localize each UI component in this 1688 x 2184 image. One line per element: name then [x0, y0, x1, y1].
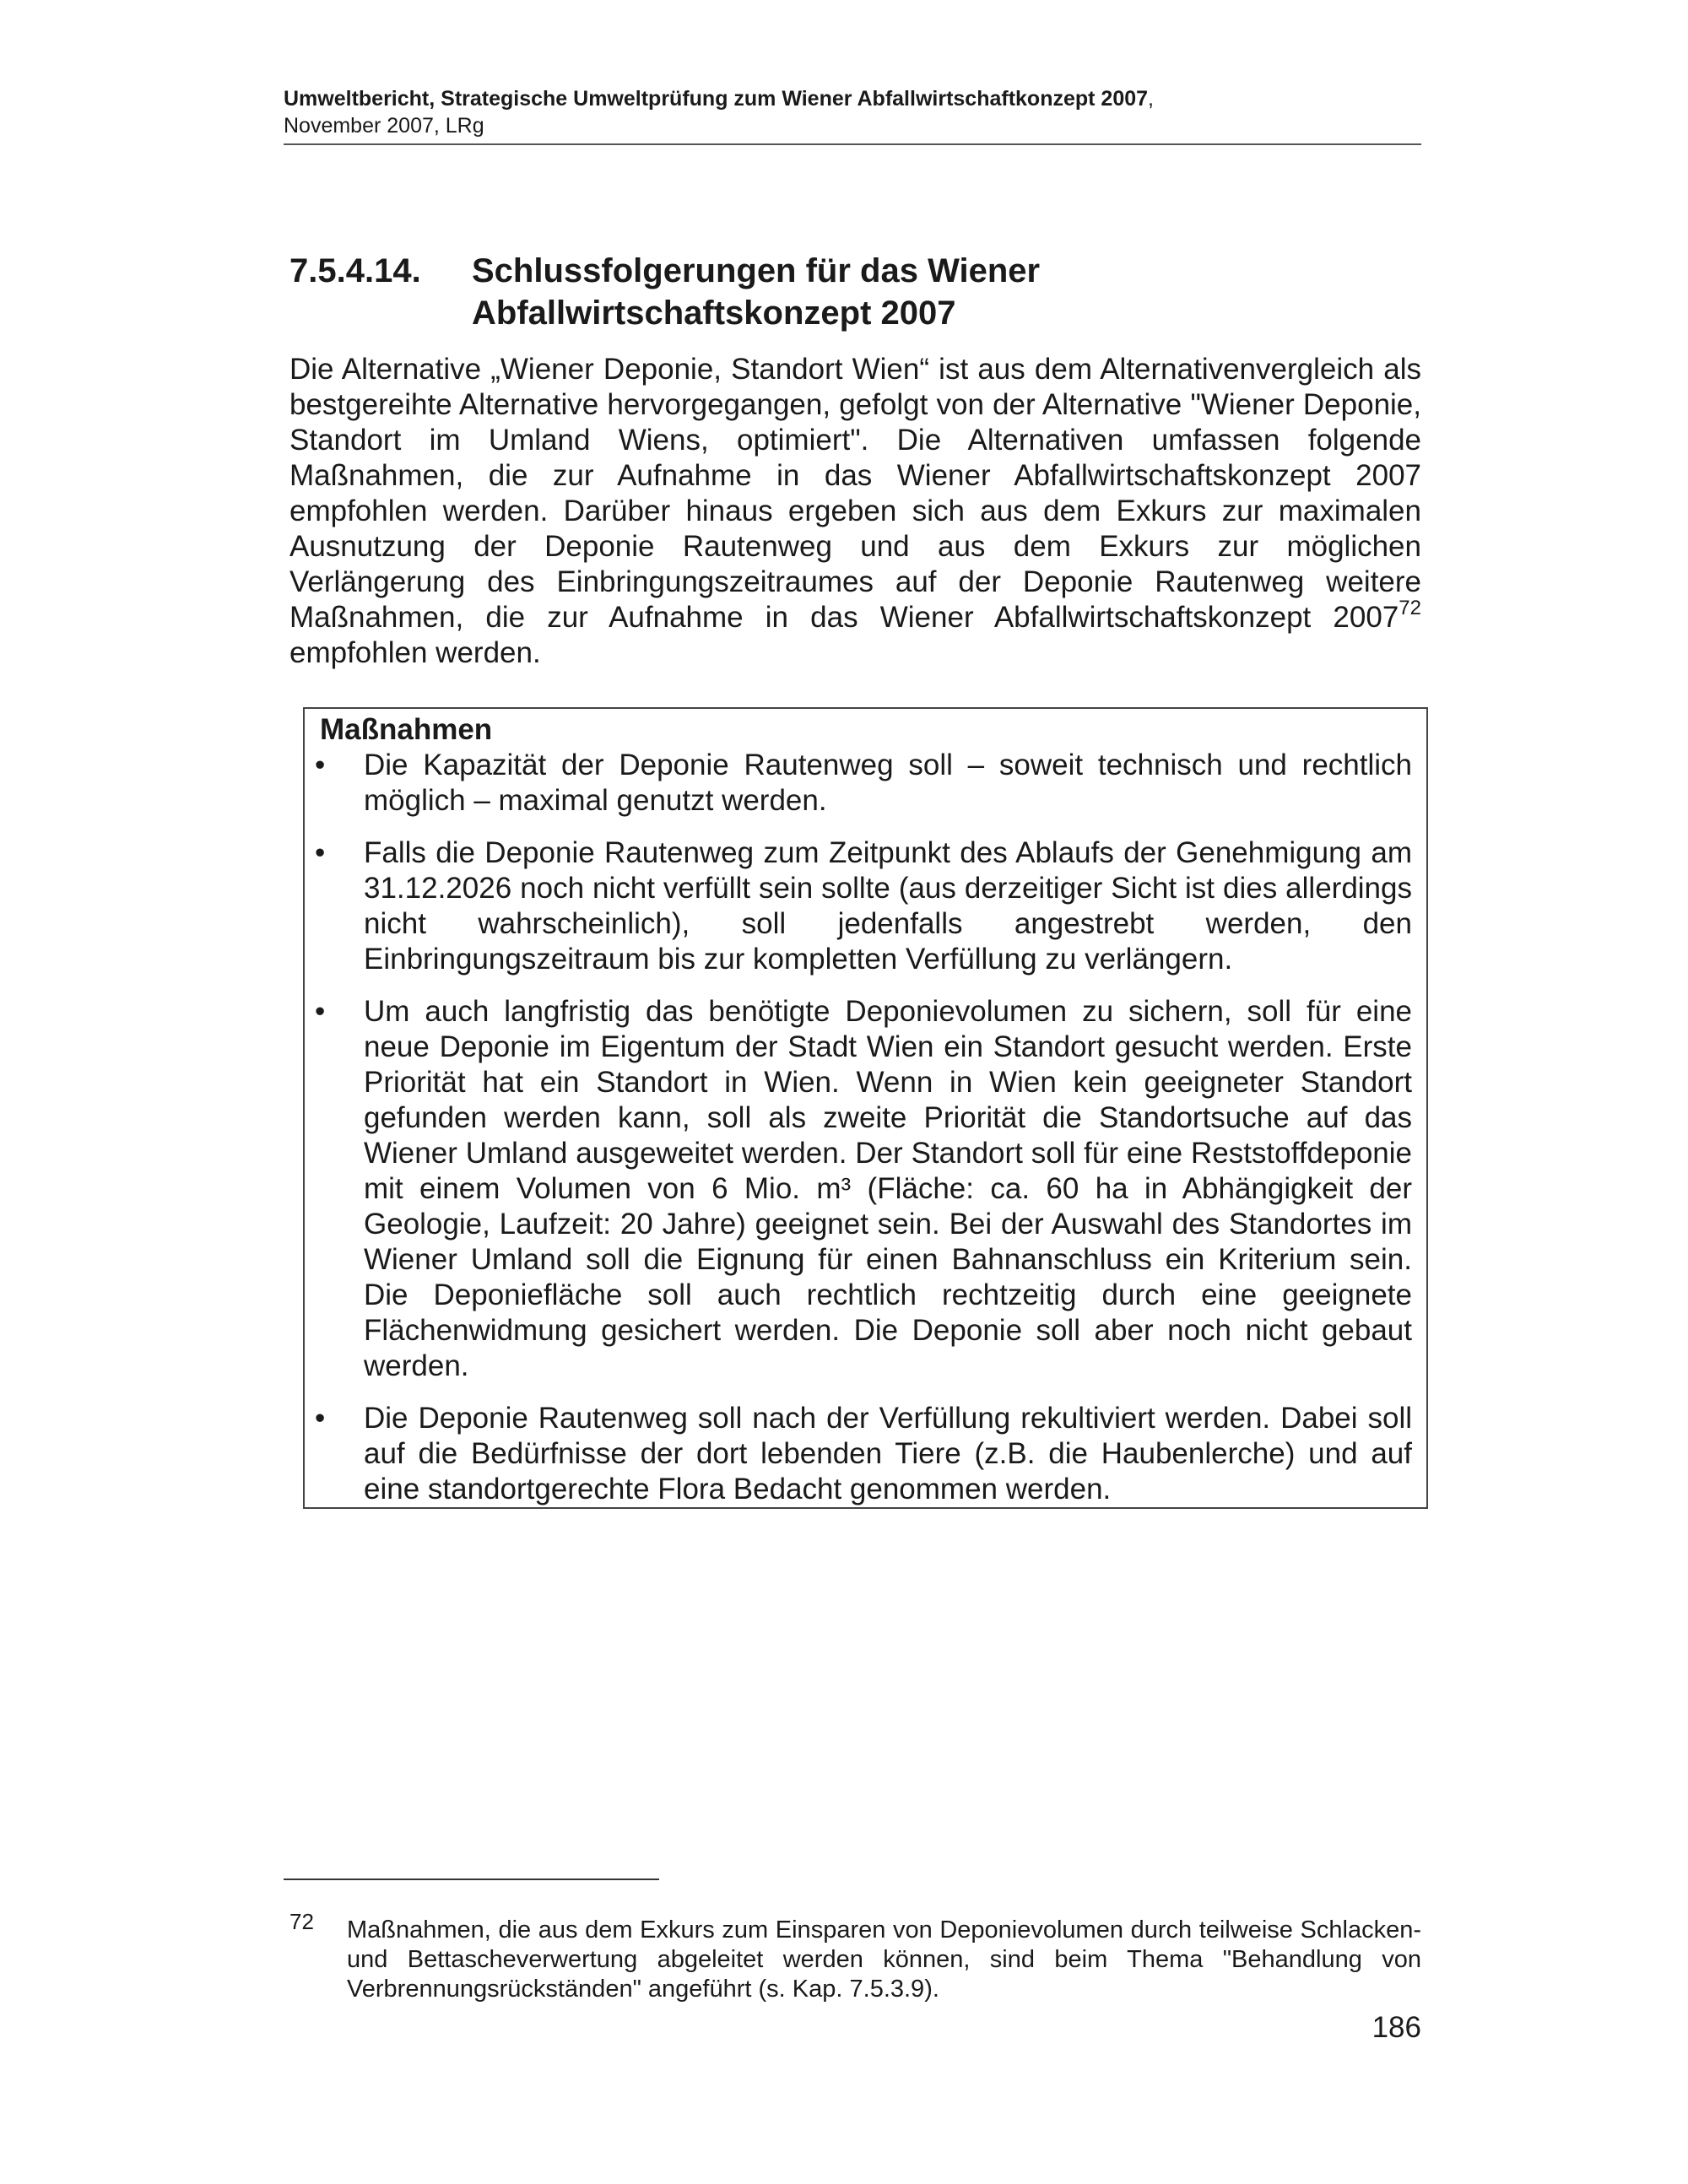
measures-box	[303, 707, 1428, 1509]
list-item	[305, 835, 1426, 977]
list-item-text: Um auch langfristig das benötigte Deponievolumen zu sichern, soll für eine neue Deponie im Eigentum der Stadt Wien ein Standort gesucht werden. Erste Priorität hat ein Standort in Wien. Wenn in Wien kein geeigneter Standort gefunden werden kann, soll als zweite Priorität die Standortsuche auf das Wiener Umland ausgeweitet werden. Der Standort soll für eine Reststoffdeponie mit einem Volumen von 6 Mio. m³ (Fläche: ca. 60 ha in Abhängigkeit der Geologie, Laufzeit: 20 Jahre) geeignet sein. Bei der Auswahl des Standortes im Wiener Umland soll die Eignung für einen Bahnanschluss ein Kriterium sein. Die Deponiefläche soll auch rechtlich rechtzeitig durch eine geeignete Flächenwidmung gesichert werden. Die Deponie soll aber noch nicht gebaut werden.	[364, 995, 1412, 1382]
paragraph-text: Die Alternative „Wiener Deponie, Standort Wien“ ist aus dem Alternativenvergleich als bestgereihte Alternative hervorgegangen, gefolgt von der Alternative "Wiener Deponie, Standort im Umland Wiens, optimiert". Die Alternativen umfassen folgende Maßnahmen, die zur Aufnahme in das Wiener Abfallwirtschaftskonzept 2007 empfohlen werden. Darüber hinaus ergeben sich aus dem Exkurs zur maximalen Ausnutzung der Deponie Rautenweg und aus dem Exkurs zur möglichen Verlängerung des Einbringungszeitraumes auf der Deponie Rautenweg weitere Maßnahmen, die zur Aufnahme in das Wiener Abfallwirtschaftskonzept 2007	[289, 353, 1421, 634]
bullet-icon: •	[315, 1402, 326, 1435]
footnote-divider	[284, 1879, 659, 1880]
list-item	[305, 748, 1426, 819]
list-item-text: Die Deponie Rautenweg soll nach der Verfüllung rekultiviert werden. Dabei soll auf die Bedürfnisse der dort lebenden Tiere (z.B. die Haubenlerche) und auf eine standortgerechte Flora Bedacht genommen werden.	[364, 1402, 1412, 1506]
section-number: 7.5.4.14.	[289, 252, 421, 289]
paragraph-text-end: empfohlen werden.	[289, 636, 541, 669]
page-number: 186	[1372, 2011, 1421, 2044]
section-title: Schlussfolgerungen für das Wiener Abfallwirtschaftskonzept 2007	[472, 252, 1041, 332]
footnote-number: 72	[289, 1909, 314, 1934]
header-title-suffix: ,	[1148, 87, 1154, 111]
list-item-text: Die Kapazität der Deponie Rautenweg soll – soweit technisch und rechtlich möglich – maximal genutzt werden.	[364, 749, 1412, 817]
bullet-icon: •	[315, 749, 326, 781]
body-paragraph	[289, 352, 1421, 671]
list-item	[305, 994, 1426, 1384]
bullet-icon: •	[315, 836, 326, 869]
header-subtitle: November 2007, LRg	[284, 114, 484, 138]
footnote-text: Maßnahmen, die aus dem Exkurs zum Einsparen von Deponievolumen durch teilweise Schlacken- und Bettascheverwertung abgeleitet werden können, sind beim Thema "Behandlung von Verbrennungsrückständen" angeführt (s. Kap. 7.5.3.9).	[347, 1916, 1421, 2003]
measures-list	[305, 748, 1426, 1524]
list-item-text: Falls die Deponie Rautenweg zum Zeitpunkt des Ablaufs der Genehmigung am 31.12.2026 noch nicht verfüllt sein sollte (aus derzeitiger Sicht ist dies allerdings nicht wahrscheinlich), soll jedenfalls angestrebt werden, den Einbringungszeitraum bis zur kompletten Verfüllung zu verlängern.	[364, 836, 1412, 976]
list-item	[305, 1401, 1426, 1507]
page-header	[284, 84, 1421, 138]
header-title: Umweltbericht, Strategische Umweltprüfung zum Wiener Abfallwirtschaftkonzept 2007	[284, 87, 1149, 111]
header-title-line	[284, 84, 1421, 113]
footnote-reference[interactable]: 72	[1399, 597, 1421, 619]
header-divider	[284, 143, 1421, 145]
measures-title: Maßnahmen	[320, 713, 493, 746]
bullet-icon: •	[315, 995, 326, 1028]
